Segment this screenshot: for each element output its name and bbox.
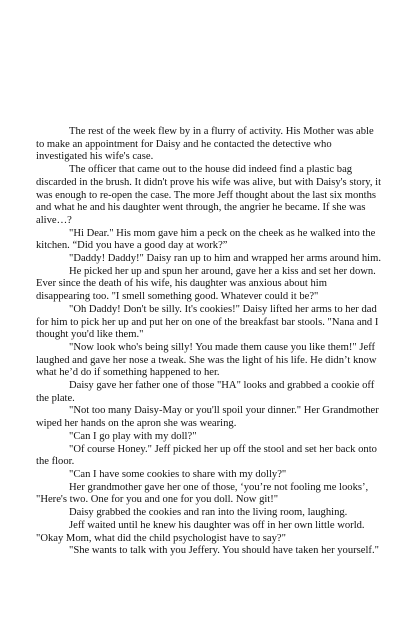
paragraph: The rest of the week flew by in a flurry of activity. His Mother was able to make an appointment for Daisy and he contacted the detective who investigated his wife's case. <box>36 126 374 163</box>
paragraph: "She wants to talk with you Jeffery. You should have taken her yourself." <box>69 545 379 557</box>
paragraph: Daisy gave her father one of those "HA" looks and grabbed a cookie off the plate. <box>36 380 375 404</box>
paragraph: "Not too many Daisy-May or you'll spoil your dinner." Her Grandmother wiped her hands on the apron she was wearing. <box>36 405 379 430</box>
paragraph: "Hi Dear." His mom gave him a peck on the cheek as he walked into the kitchen. “Did you have a good day at work?” <box>36 227 376 252</box>
paragraph: "Of course Honey." Jeff picked her up off the stool and set her back onto the floor. <box>36 443 377 468</box>
paragraph: "Now look who's being silly! You made them cause you like them!" Jeff laughed and gave her nose a tweak. She was the light of his life. He didn’t know what he’d do if something happened to her. <box>36 341 377 379</box>
paragraph: The officer that came out to the house did indeed find a plastic bag discarded in the brush. It didn't prove his wife was alive, but with Daisy's story, it was enough to re-open the case. The more Jeff thought about the last six months and what he and his daughter went through, the angrier he became. If she was alive…? <box>36 164 382 226</box>
paragraph: Daisy grabbed the cookies and ran into the living room, laughing. <box>69 507 348 519</box>
paragraph: "Can I go play with my doll?" <box>69 430 197 442</box>
paragraph: "Oh Daddy! Don't be silly. It's cookies!" Daisy lifted her arms to her dad for him to pick her up and put her on one of the breakfast bar stools. "Nana and I thought you'd like them." <box>36 303 379 341</box>
paragraph: He picked her up and spun her around, gave her a kiss and set her down. Ever since the death of his wife, his daughter was anxious about him disappearing too. "I smell something good. Whatever could it be?" <box>36 265 376 303</box>
paragraph: "Daddy! Daddy!" Daisy ran up to him and wrapped her arms around him. <box>69 253 381 265</box>
paragraph: Her grandmother gave her one of those, ‘you’re not fooling me looks’, "Here's two. One for you and one for you doll. Now git!" <box>36 481 369 506</box>
body-text <box>36 126 382 558</box>
paragraph: Jeff waited until he knew his daughter was off in her own little world. "Okay Mom, what did the child psychologist have to say?" <box>36 519 365 544</box>
paragraph: "Can I have some cookies to share with my dolly?" <box>69 468 287 480</box>
